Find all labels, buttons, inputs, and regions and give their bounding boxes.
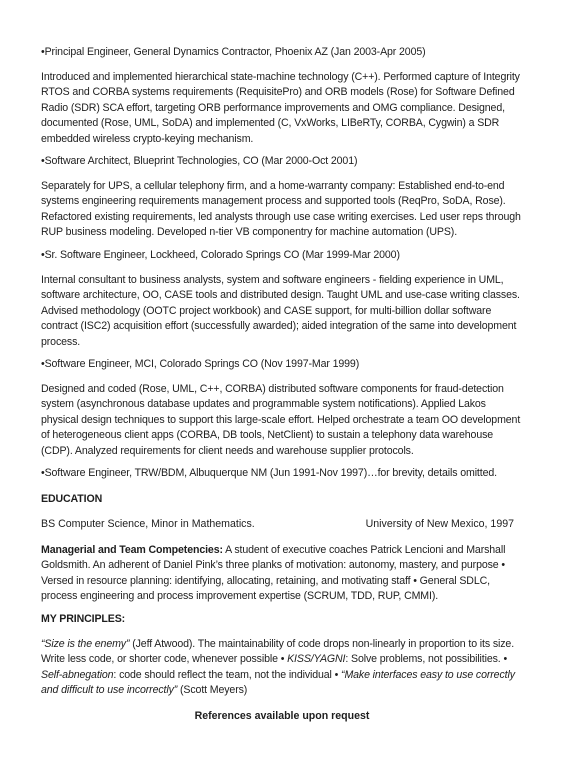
education-row <box>41 517 514 532</box>
job-title-4: •Software Engineer, MCI, Colorado Springs CO (Nov 1997-Mar 1999) <box>41 358 360 370</box>
principle-2-quote: KISS/YAGNI <box>287 653 346 666</box>
job-body-4: Designed and coded (Rose, UML, C++, CORBA) distributed software components for fraud-detection system (asynchronous database updates and programmable system notifications). Applied Lakos physical design techniques to support this large-scale effort. Helped orchestrate a team OO development of heterogeneous client apps (CORBA, DB tools, NetClient) to sustain a telephony data warehouse (CDP). Analyzed requirements for client needs and warehouse supplier protocols. <box>41 383 521 457</box>
principle-4-quote: “Make interfaces easy to use correctly and difficult to use incorrectly” <box>41 668 515 697</box>
competencies-label: Managerial and Team Competencies: <box>41 544 223 556</box>
principle-1-text: (Jeff Atwood). The maintainability of code drops non-linearly in proportion to its size. Write less code, or shorter code, whenever possible • <box>41 638 515 666</box>
principle-3-text: : code should reflect the team, not the individual • <box>113 668 342 681</box>
job-title-1: •Principal Engineer, General Dynamics Contractor, Phoenix AZ (Jan 2003-Apr 2005) <box>41 46 426 58</box>
education-school: University of New Mexico, 1997 <box>365 518 514 530</box>
principle-4-text: (Scott Meyers) <box>177 684 248 697</box>
principles-paragraph <box>41 637 521 699</box>
job-title-5: •Software Engineer, TRW/BDM, Albuquerque NM (Jun 1991-Nov 1997)…for brevity, details omitted. <box>41 467 497 479</box>
references-footer: References available upon request <box>194 710 370 722</box>
job-body-1: Introduced and implemented hierarchical state-machine technology (C++). Performed capture of Integrity RTOS and CORBA systems requirements (RequisitePro) and ORB models (Rose) for Software Defined Radio (SDR) SCA effort, targeting ORB performance improvements and OMG compliance. Designed, documented (Rose, UML, SoDA) and implemented (C, VxWorks, LIBeRTy, CORBA, Cygwin) a SDR embedded wireless crypto-keying mechanism. <box>41 71 520 145</box>
competencies-text: A student of executive coaches Patrick Lencioni and Marshall Goldsmith. An adherent of Daniel Pink’s three planks of motivation: autonomy, mastery, and purpose • Versed in resource planning: identifying, allocating, retaining, and motivating staff • General SDLC, process engineering and process improvement expertise (SCRUM, TDD, RUP, CMMI). <box>41 544 506 603</box>
principle-1-quote: “Size is the enemy” <box>41 638 130 650</box>
education-heading: EDUCATION <box>41 493 103 505</box>
principle-3-quote: Self-abnegation <box>41 668 114 681</box>
principles-heading: MY PRINCIPLES: <box>41 613 126 625</box>
job-title-2: •Software Architect, Blueprint Technologies, CO (Mar 2000-Oct 2001) <box>41 155 358 167</box>
job-body-2: Separately for UPS, a cellular telephony firm, and a home-warranty company: Established end-to-end systems engineering requirements management process and supported tools (ReqPro, SoDA, Rose). Refactored existing requirements, led analysts through use case writing exercises. Led user reps through RUP business modeling. Developed n-tier VB componentry for machine automation (UPS). <box>41 180 521 239</box>
job-title-3: •Sr. Software Engineer, Lockheed, Colorado Springs CO (Mar 1999-Mar 2000) <box>41 249 400 261</box>
competencies-paragraph <box>41 543 521 605</box>
principle-2-text: : Solve problems, not possibilities. • <box>345 653 508 666</box>
job-body-3: Internal consultant to business analysts, system and software engineers - fielding experience in UML, software architecture, OO, CASE tools and distributed design. Taught UML and use-case writing classes. Advised methodology (OOTC project workbook) and CASE support, for multi-billion dollar software contract (ISC2) acquisition effort (successfully awarded); aided integration of the same into development process. <box>41 274 520 348</box>
education-degree: BS Computer Science, Minor in Mathematics. <box>41 518 255 530</box>
